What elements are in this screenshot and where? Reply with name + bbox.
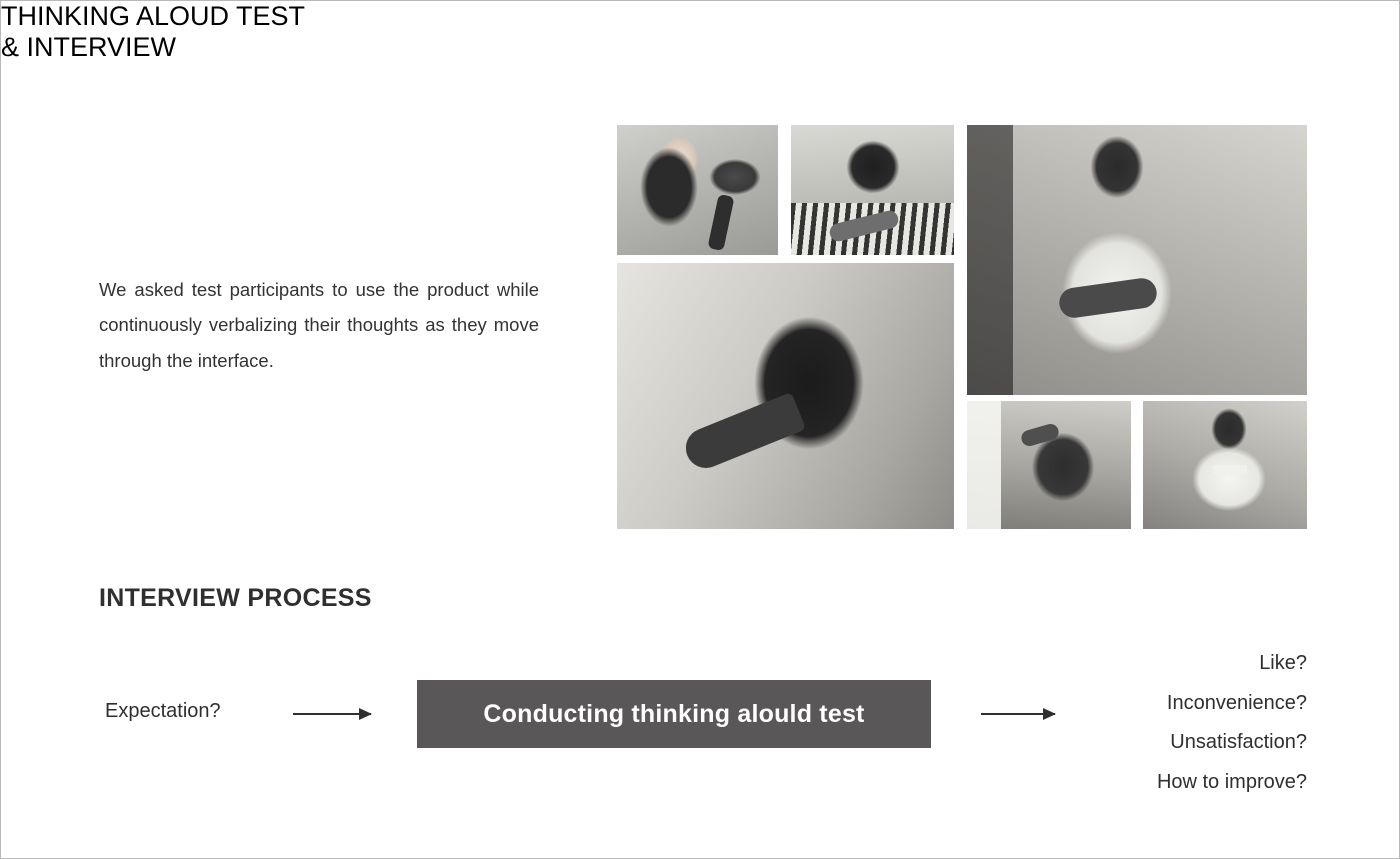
photo-image: [617, 263, 954, 529]
photo-image: [967, 401, 1131, 529]
photo-man-navy-tee: [1143, 401, 1307, 529]
photo-image: [967, 125, 1307, 395]
photo-image: [1143, 401, 1307, 529]
process-outputs-list: [1041, 644, 1307, 802]
process-output-item: Unsatisfaction?: [1170, 731, 1307, 754]
process-main-step: [417, 680, 931, 748]
photo-woman-holding-hairdryer: [617, 125, 778, 255]
process-output-item: How to improve?: [1156, 770, 1307, 793]
page-title-line-1: THINKING ALOUD TEST: [1, 1, 306, 31]
page-title-line-2: & INTERVIEW: [1, 32, 177, 62]
process-main-step-label: Conducting thinking alould test: [483, 699, 865, 728]
photo-woman-glasses-striped-shirt: [791, 125, 954, 255]
process-section-title: INTERVIEW PROCESS: [99, 584, 372, 612]
process-start-label: Expectation?: [105, 700, 221, 722]
process-output-item: Inconvenience?: [1166, 691, 1307, 714]
photo-man-at-window: [967, 401, 1131, 529]
photo-man-white-tee-holding-dryer: [967, 125, 1307, 395]
arrow-right-icon: [293, 713, 371, 715]
photo-image: [617, 125, 778, 255]
photo-woman-drying-hair: [617, 263, 954, 529]
page-title: [1, 1, 461, 63]
process-output-item: Like?: [1259, 652, 1307, 674]
body-paragraph: We asked test participants to use the product while continuously verbalizing their thoughts as they move through the interface.: [99, 278, 539, 371]
photo-image: [791, 125, 954, 255]
